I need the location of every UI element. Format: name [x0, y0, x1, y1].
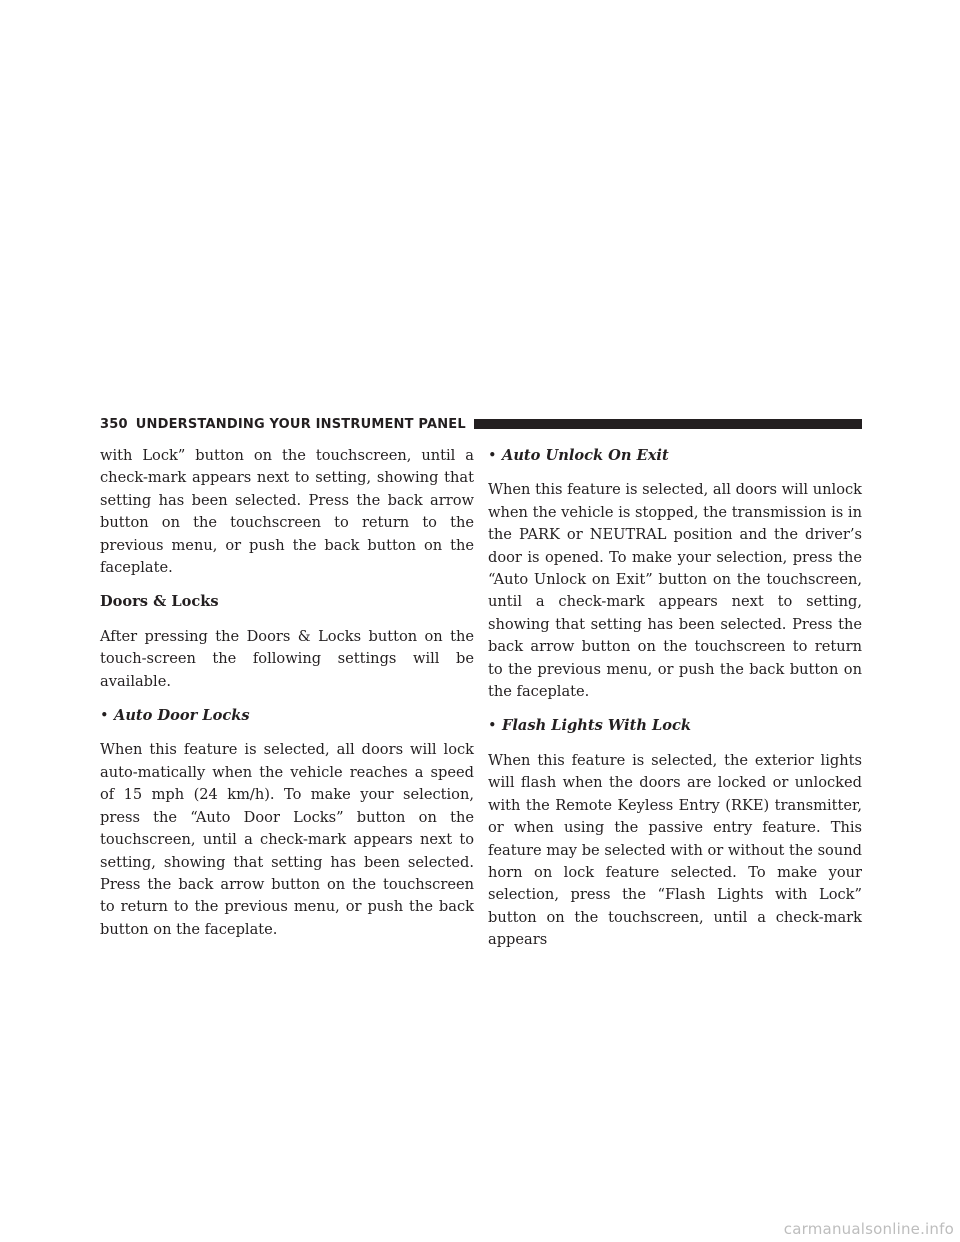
watermark: carmanualsonline.info: [783, 1220, 954, 1238]
section-title: UNDERSTANDING YOUR INSTRUMENT PANEL: [135, 416, 466, 432]
bullet-dot: •: [100, 707, 109, 725]
flash-lights-text: When this feature is selected, the exterior lights will flash when the doors are locked or unlocked with the Remote Keyless Entry (RKE) transmitter, or when using the passive entry feature. This feature may be selected with or without the sound horn on lock feature selected. To make your selection, press the “Flash Lights with Lock” button on the touchscreen, until a check-mark appears: [488, 751, 862, 949]
auto-door-locks-label: Auto Door Locks: [114, 707, 250, 725]
flash-lights-bullet: [488, 715, 862, 737]
page-number: 350: [100, 416, 128, 432]
auto-unlock-label: Auto Unlock On Exit: [502, 447, 669, 464]
header-rule: [474, 419, 862, 429]
page-header: [100, 415, 862, 433]
bullet-dot: •: [488, 717, 497, 735]
doors-locks-intro: After pressing the Doors & Locks button on the touch-screen the following settings will be available.: [100, 627, 474, 690]
auto-unlock-bullet: [488, 445, 862, 467]
flash-lights-label: Flash Lights With Lock: [502, 717, 692, 735]
bullet-dot: •: [488, 447, 497, 464]
doors-locks-heading: Doors & Locks: [100, 593, 219, 611]
right-column: [488, 445, 862, 964]
auto-door-locks-text: When this feature is selected, all doors will lock auto-matically when the vehicle reaches a speed of 15 mph (24 km/h). To make your selection, press the “Auto Door Locks” button on the touchscreen, until a check-mark appears next to setting, showing that setting has been selected. Press the back arrow button on the touchscreen to return to the previous menu, or push the back button on the faceplate.: [100, 741, 474, 938]
continued-paragraph: with Lock” button on the touchscreen, until a check-mark appears next to setting, showing that setting has been selected. Press the back arrow button on the touchscreen to return to the previous menu, or push the back button on the faceplate.: [100, 447, 474, 577]
left-column: [100, 445, 474, 953]
auto-door-locks-bullet: [100, 705, 474, 727]
auto-unlock-text: When this feature is selected, all doors will unlock when the vehicle is stopped, the transmission is in the PARK or NEUTRAL position and the driver’s door is opened. To make your selection, press the “Auto Unlock on Exit” button on the touchscreen, until a check-mark appears next to setting, showing that setting has been selected. Press the back arrow button on the touchscreen to return to the previous menu, or push the back button on the faceplate.: [488, 481, 863, 701]
